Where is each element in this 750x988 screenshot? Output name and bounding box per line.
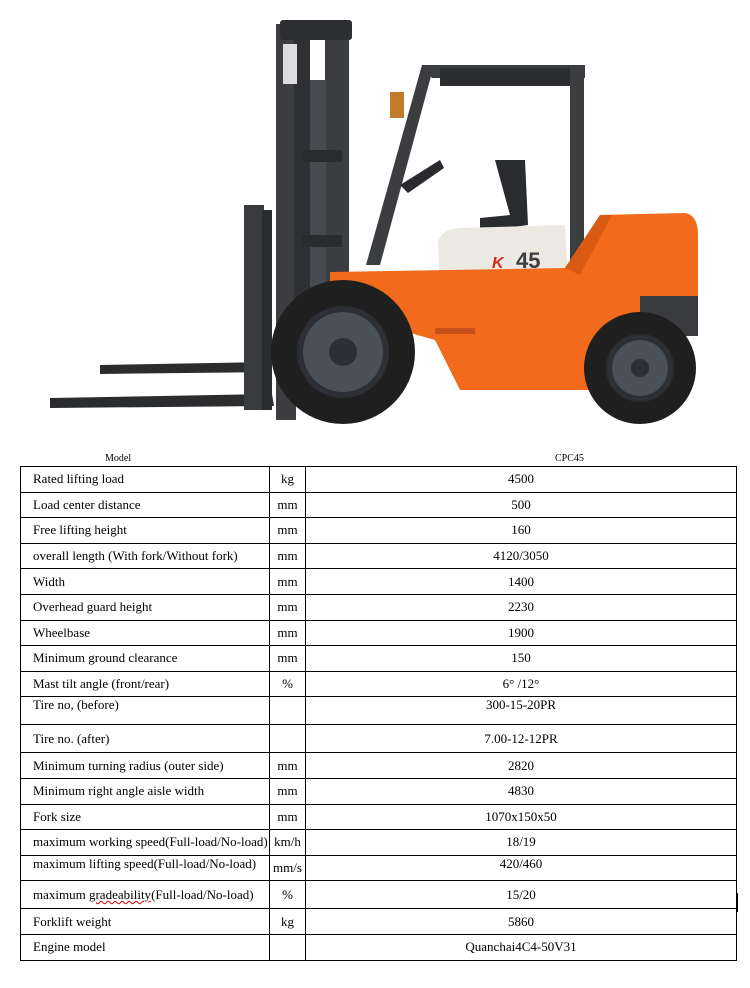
- spec-unit: mm/s: [270, 855, 306, 881]
- spec-label: Tire no, (before): [21, 697, 270, 725]
- spec-table: [20, 466, 737, 961]
- spellcheck-underline: gradeability: [88, 886, 152, 902]
- spec-label: Engine model: [21, 934, 270, 960]
- model-header-value: CPC45: [555, 453, 584, 464]
- spec-label: maximum gradeability(Full-load/No-load): [21, 881, 270, 909]
- spec-row: [21, 725, 737, 753]
- spec-row: [21, 594, 737, 620]
- spec-unit: mm: [270, 569, 306, 595]
- spec-label: Rated lifting load: [21, 467, 270, 493]
- spec-row: [21, 569, 737, 595]
- spec-value: 18/19: [306, 830, 737, 856]
- spec-value: 4500: [306, 467, 737, 493]
- spec-unit: kg: [270, 467, 306, 493]
- spec-value: 6° /12°: [306, 671, 737, 697]
- spec-label: Minimum right angle aisle width: [21, 778, 270, 804]
- spec-unit: mm: [270, 620, 306, 646]
- spec-row: [21, 646, 737, 672]
- forklift-photo: [40, 10, 710, 440]
- spec-row: [21, 881, 737, 909]
- spec-value: 160: [306, 518, 737, 544]
- spec-value: 15/20: [306, 881, 737, 909]
- spec-value: 1400: [306, 569, 737, 595]
- spec-row: [21, 467, 737, 493]
- spec-row: [21, 671, 737, 697]
- text-cursor-mark: [737, 893, 738, 912]
- spec-row: [21, 804, 737, 830]
- spec-label: Free lifting height: [21, 518, 270, 544]
- spec-value: 1900: [306, 620, 737, 646]
- spec-row: [21, 778, 737, 804]
- spec-row: [21, 909, 737, 935]
- spec-label: Minimum turning radius (outer side): [21, 753, 270, 779]
- forks: [50, 205, 274, 410]
- spec-label: Tire no. (after): [21, 725, 270, 753]
- spec-value: 2820: [306, 753, 737, 779]
- spec-row: [21, 934, 737, 960]
- spec-value: 4830: [306, 778, 737, 804]
- spec-unit: [270, 934, 306, 960]
- model-header-label: Model: [105, 453, 132, 464]
- spec-unit: km/h: [270, 830, 306, 856]
- svg-text:45: 45: [516, 248, 541, 273]
- spec-value: 300-15-20PR: [306, 697, 737, 725]
- spec-row: [21, 697, 737, 725]
- spec-label: maximum lifting speed(Full-load/No-load): [21, 855, 270, 881]
- spec-label: Wheelbase: [21, 620, 270, 646]
- spec-value: 7.00-12-12PR: [306, 725, 737, 753]
- spec-unit: mm: [270, 778, 306, 804]
- spec-unit: [270, 697, 306, 725]
- spec-unit: %: [270, 881, 306, 909]
- spec-row: [21, 543, 737, 569]
- spec-value: 500: [306, 492, 737, 518]
- spec-unit: mm: [270, 543, 306, 569]
- spec-label: Load center distance: [21, 492, 270, 518]
- spec-value: 4120/3050: [306, 543, 737, 569]
- spec-row: [21, 753, 737, 779]
- spec-unit: %: [270, 671, 306, 697]
- spec-value: 5860: [306, 909, 737, 935]
- svg-text:K: K: [492, 255, 504, 272]
- spec-label: overall length (With fork/Without fork): [21, 543, 270, 569]
- spec-unit: mm: [270, 518, 306, 544]
- spec-row: [21, 855, 737, 881]
- rear-wheel: [584, 312, 696, 424]
- spec-row: [21, 492, 737, 518]
- spec-label: Overhead guard height: [21, 594, 270, 620]
- spec-value: 150: [306, 646, 737, 672]
- spec-row: [21, 620, 737, 646]
- spec-unit: mm: [270, 753, 306, 779]
- spec-label: Fork size: [21, 804, 270, 830]
- spec-value: Quanchai4C4-50V31: [306, 934, 737, 960]
- spec-unit: [270, 725, 306, 753]
- spec-unit: mm: [270, 594, 306, 620]
- spec-unit: mm: [270, 492, 306, 518]
- spec-value: 420/460: [306, 855, 737, 881]
- spec-label: Forklift weight: [21, 909, 270, 935]
- spec-unit: mm: [270, 804, 306, 830]
- seat: [400, 160, 528, 232]
- spec-value: 1070x150x50: [306, 804, 737, 830]
- spec-unit: mm: [270, 646, 306, 672]
- spec-row: [21, 518, 737, 544]
- spec-label: Mast tilt angle (front/rear): [21, 671, 270, 697]
- spec-label: Minimum ground clearance: [21, 646, 270, 672]
- spec-value: 2230: [306, 594, 737, 620]
- spec-label: Width: [21, 569, 270, 595]
- spec-row: [21, 830, 737, 856]
- spec-unit: kg: [270, 909, 306, 935]
- spec-label: maximum working speed(Full-load/No-load): [21, 830, 270, 856]
- front-wheel: [271, 280, 415, 424]
